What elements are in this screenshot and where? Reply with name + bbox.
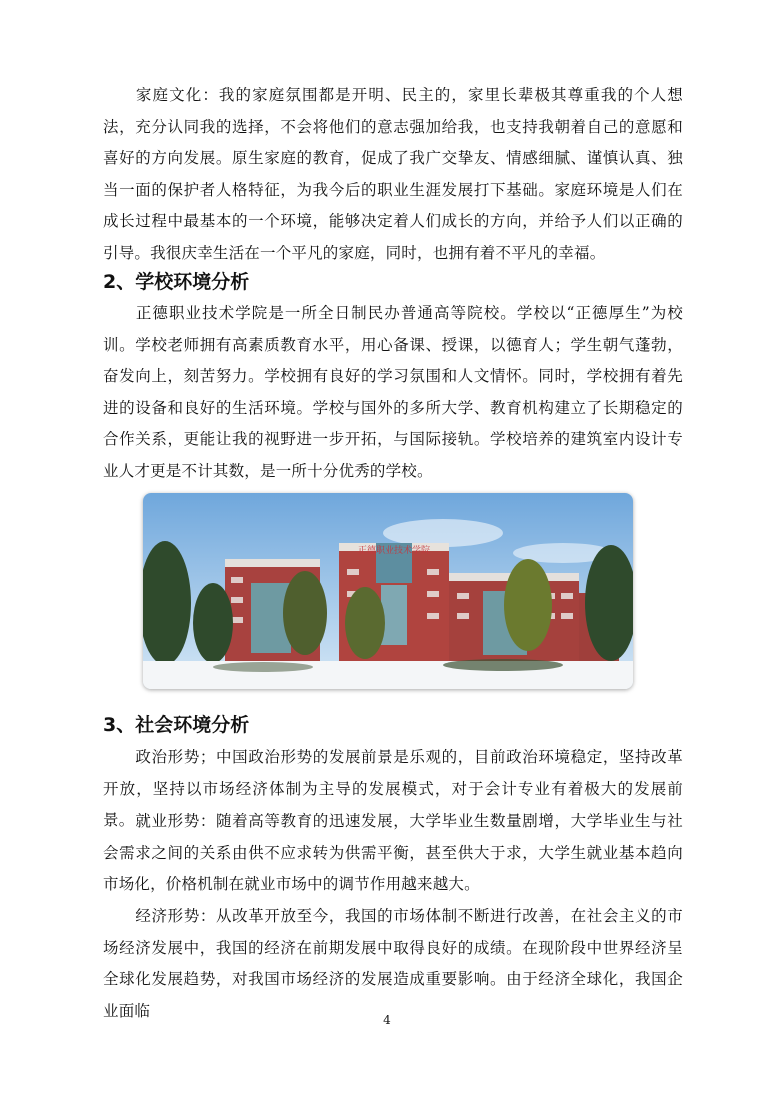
paragraph-politics: 政治形势；中国政治形势的发展前景是乐观的，目前政治环境稳定，坚持改革开放，坚持以市场经济体制为主导的发展模式，对于会计专业有着极大的发展前景。 [103, 748, 683, 830]
paragraph-employment: 就业形势：随着高等教育的迅速发展，大学毕业生数量剧增，大学毕业生与社会需求之间的关系由供不应求转为供需平衡，甚至供大于求，大学生就业基本趋向市场化，价格机制在就业市场中的调节作用越来越大。 [103, 812, 683, 894]
paragraph-economy: 经济形势：从改革开放至今，我国的市场体制不断进行改善，在社会主义的市场经济发展中，我国的经济在前期发展中取得良好的成绩。在现阶段中世界经济呈全球化发展趋势，对我国市场经济的发展造成重要影响。由于经济全球化，我国企业面临 [103, 907, 683, 1020]
paragraph-school: 正德职业技术学院是一所全日制民办普通高等院校。学校以“正德厚生”为校训。学校老师拥有高素质教育水平，用心备课、授课，以德育人；学生朝气蓬勃，奋发向上，刻苦努力。学校拥有良好的学习氛围和人文情怀。同时，学校拥有着先进的设备和良好的生活环境。学校与国外的多所大学、教育机构建立了长期稳定的合作关系，更能让我的视野进一步开拓，与国际接轨。学校培养的建筑室内设计专业人才更是不计其数，是一所十分优秀的学校。 [103, 304, 683, 480]
campus-photo [143, 493, 633, 689]
campus-illustration [143, 493, 633, 689]
heading-school-environment: 2、学校环境分析 [103, 271, 250, 293]
building-sign-text: 正德职业技术学院 [357, 546, 431, 556]
heading-society-environment: 3、社会环境分析 [103, 714, 250, 736]
page-number: 4 [383, 1013, 391, 1027]
paragraph-family-culture: 家庭文化：我的家庭氛围都是开明、民主的，家里长辈极其尊重我的个人想法，充分认同我的选择，不会将他们的意志强加给我，也支持我朝着自己的意愿和喜好的方向发展。原生家庭的教育，促成了我广交挚友、情感细腻、谨慎认真、独当一面的保护者人格特征，为我今后的职业生涯发展打下基础。家庭环境是人们在成长过程中最基本的一个环境，能够决定着人们成长的方向，并给予人们以正确的引导。我很庆幸生活在一个平凡的家庭，同时，也拥有着不平凡的幸福。 [103, 86, 683, 262]
